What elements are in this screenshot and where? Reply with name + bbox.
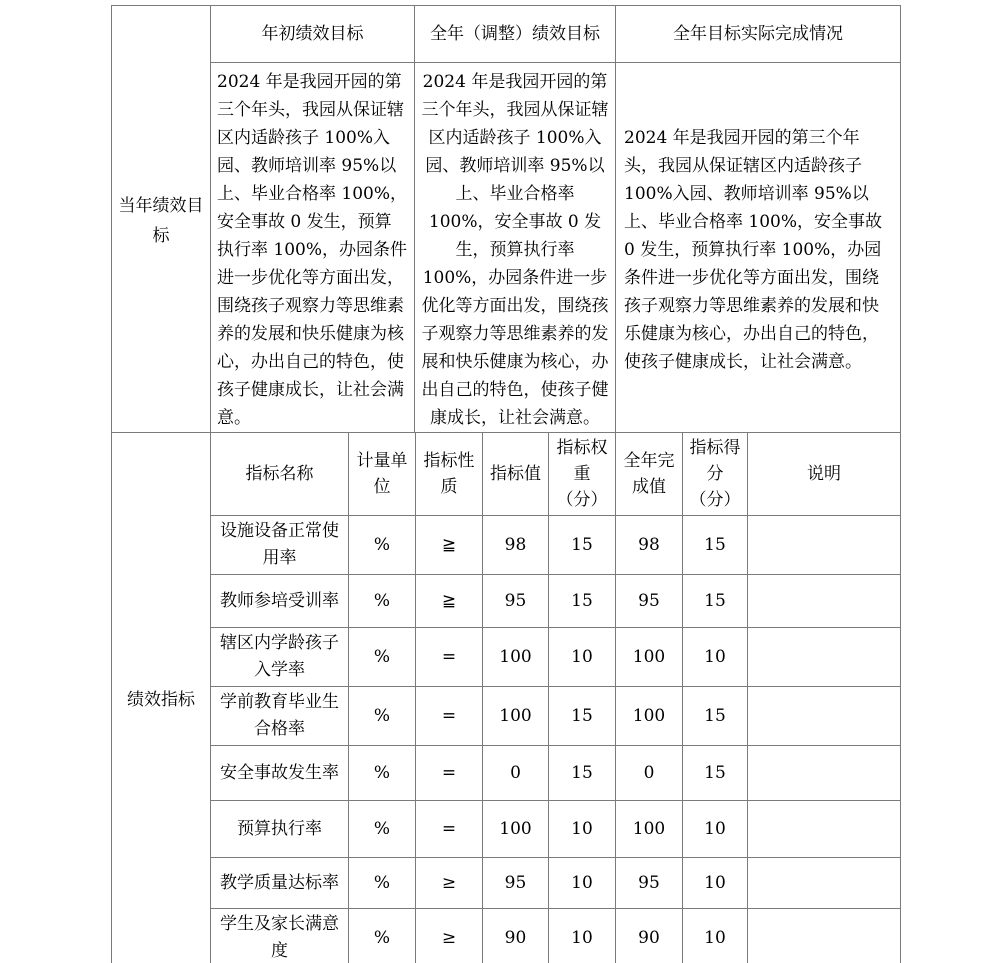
indicator-score: 15 (683, 746, 748, 801)
indicator-row (112, 746, 901, 801)
col-header-note: 说明 (748, 433, 901, 516)
indicator-nature: = (416, 801, 483, 858)
col-header-actual-value: 全年完成值 (616, 433, 683, 516)
indicator-weight: 10 (549, 858, 616, 909)
indicator-actual: 100 (616, 687, 683, 746)
indicator-score: 10 (683, 801, 748, 858)
indicator-actual: 98 (616, 516, 683, 575)
indicator-weight: 10 (549, 628, 616, 687)
col-header-weight (549, 433, 616, 516)
indicator-score: 10 (683, 858, 748, 909)
indicator-score: 10 (683, 909, 748, 963)
indicator-row (112, 858, 901, 909)
indicator-target: 100 (483, 687, 549, 746)
col-header-unit: 计量单位 (349, 433, 416, 516)
indicator-actual: 90 (616, 909, 683, 963)
indicator-name: 教学质量达标率 (211, 858, 349, 909)
indicator-nature: ≥ (416, 858, 483, 909)
col-header-indicator-name: 指标名称 (211, 433, 349, 516)
indicator-note (748, 746, 901, 801)
indicator-actual: 100 (616, 628, 683, 687)
indicator-unit: % (349, 858, 416, 909)
indicator-score: 10 (683, 628, 748, 687)
indicator-note (748, 858, 901, 909)
indicator-unit: % (349, 801, 416, 858)
adjusted-goal-text: 2024 年是我园开园的第三个年头，我园从保证辖区内适龄孩子 100%入园、教师培训率 95%以上、毕业合格率 100%，安全事故 0 发生，预算执行率 100%，办园条件进一步优化等方面出发，围绕孩子观察力等思维素养的发展和快乐健康为核心，办出自己的特色，使孩子健康成长，让社会满意。 (415, 63, 616, 437)
indicator-actual: 95 (616, 858, 683, 909)
indicator-unit: % (349, 628, 416, 687)
section-label-current-year-goals: 当年绩效目标 (112, 6, 211, 437)
indicator-target: 95 (483, 858, 549, 909)
col-header-score-line2: （分） (689, 490, 741, 510)
indicator-note (748, 909, 901, 963)
indicator-target: 100 (483, 628, 549, 687)
indicator-row (112, 687, 901, 746)
indicator-table (111, 432, 901, 963)
indicator-name: 预算执行率 (211, 801, 349, 858)
indicator-weight: 15 (549, 575, 616, 628)
indicator-name: 辖区内学龄孩子入学率 (211, 628, 349, 687)
indicator-note (748, 687, 901, 746)
col-header-actual-completion: 全年目标实际完成情况 (616, 6, 901, 63)
indicator-note (748, 516, 901, 575)
indicator-row (112, 801, 901, 858)
indicator-unit: % (349, 746, 416, 801)
indicator-weight: 15 (549, 746, 616, 801)
col-header-adjusted-goal: 全年（调整）绩效目标 (415, 6, 616, 63)
indicator-header-row (112, 433, 901, 516)
col-header-initial-goal: 年初绩效目标 (211, 6, 415, 63)
initial-goal-text: 2024 年是我园开园的第三个年头，我园从保证辖区内适龄孩子 100%入园、教师培训率 95%以上、毕业合格率 100%，安全事故 0 发生，预算执行率 100%，办园条件进一步优化等方面出发，围绕孩子观察力等思维素养的发展和快乐健康为核心，办出自己的特色，使孩子健康成长，让社会满意。 (211, 63, 415, 437)
indicator-weight: 10 (549, 801, 616, 858)
indicator-note (748, 575, 901, 628)
goal-header-row (112, 6, 901, 63)
indicator-nature: ≧ (416, 575, 483, 628)
indicator-actual: 100 (616, 801, 683, 858)
indicator-actual: 95 (616, 575, 683, 628)
indicator-nature: = (416, 746, 483, 801)
col-header-weight-line1: 指标权重 (556, 438, 608, 484)
indicator-score: 15 (683, 516, 748, 575)
indicator-row (112, 909, 901, 963)
indicator-unit: % (349, 909, 416, 963)
indicator-weight: 15 (549, 687, 616, 746)
indicator-nature: = (416, 628, 483, 687)
indicator-weight: 10 (549, 909, 616, 963)
indicator-actual: 0 (616, 746, 683, 801)
section-label-indicators: 绩效指标 (112, 433, 211, 963)
indicator-target: 0 (483, 746, 549, 801)
indicator-target: 95 (483, 575, 549, 628)
indicator-unit: % (349, 687, 416, 746)
indicator-name: 学前教育毕业生合格率 (211, 687, 349, 746)
indicator-row (112, 628, 901, 687)
indicator-target: 90 (483, 909, 549, 963)
indicator-nature: ≧ (416, 516, 483, 575)
col-header-score (683, 433, 748, 516)
indicator-nature: ≥ (416, 909, 483, 963)
indicator-nature: = (416, 687, 483, 746)
col-header-weight-line2: （分） (556, 490, 608, 510)
indicator-name: 安全事故发生率 (211, 746, 349, 801)
indicator-weight: 15 (549, 516, 616, 575)
indicator-name: 学生及家长满意度 (211, 909, 349, 963)
indicator-unit: % (349, 575, 416, 628)
actual-completion-text: 2024 年是我园开园的第三个年头，我园从保证辖区内适龄孩子 100%入园、教师培训率 95%以上、毕业合格率 100%，安全事故 0 发生，预算执行率 100%，办园条件进一步优化等方面出发，围绕孩子观察力等思维素养的发展和快乐健康为核心，办出自己的特色，使孩子健康成长，让社会满意。 (616, 63, 901, 437)
col-header-target-value: 指标值 (483, 433, 549, 516)
col-header-score-line1: 指标得分 (689, 438, 741, 484)
goal-table (111, 5, 901, 437)
indicator-row (112, 575, 901, 628)
indicator-row (112, 516, 901, 575)
indicator-note (748, 801, 901, 858)
indicator-score: 15 (683, 687, 748, 746)
indicator-score: 15 (683, 575, 748, 628)
indicator-target: 100 (483, 801, 549, 858)
indicator-note (748, 628, 901, 687)
col-header-nature: 指标性质 (416, 433, 483, 516)
indicator-unit: % (349, 516, 416, 575)
indicator-name: 教师参培受训率 (211, 575, 349, 628)
indicator-target: 98 (483, 516, 549, 575)
indicator-name: 设施设备正常使用率 (211, 516, 349, 575)
goal-body-row (112, 63, 901, 437)
